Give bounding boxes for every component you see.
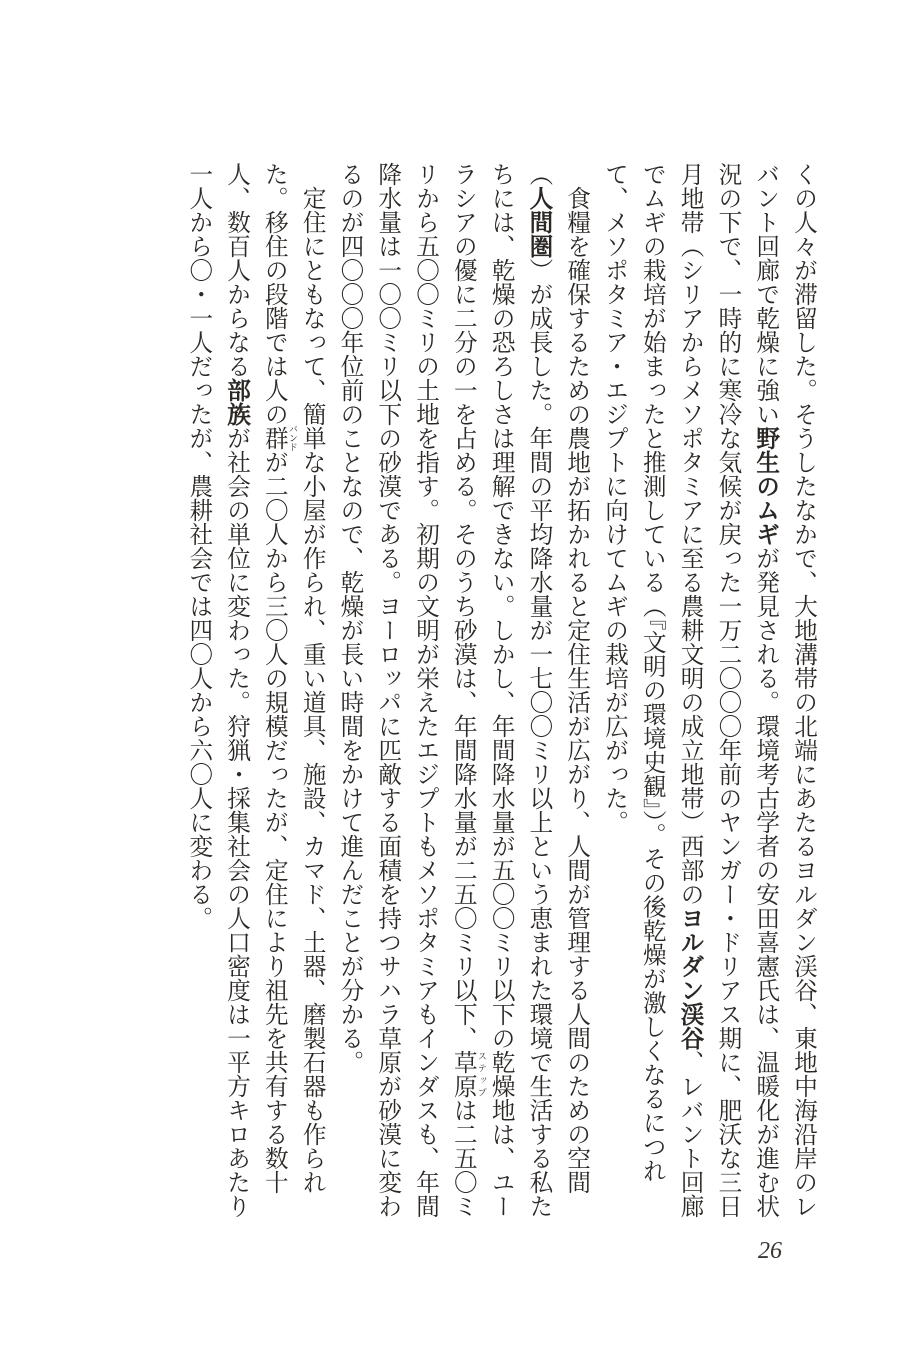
- text-run: 食糧を確保するための農地が拓かれると定住生活が広がり、人間が管理する人間のための空間（: [525, 162, 592, 1194]
- page-number: 26: [758, 1238, 782, 1264]
- paragraph: [331, 162, 596, 1224]
- body-text: [179, 162, 822, 1224]
- text-run: は二五〇ミリから五〇〇ミリの土地を指す。初期の文明が栄えたエジプトもメソポタミアもインダスも、年間降水量は一〇〇ミリ以下の砂漠である。ヨーロッパに匹敵する面積を持つサハラ草原が砂漠に変わるのが四〇〇〇年位前のことなので、乾燥が長い時間をかけて進んだことが分かる。: [336, 162, 478, 1218]
- text-run: くの人々が滞留した。そうしたなかで、大地溝帯の北端にあたるヨルダン渓谷、東地中海沿岸のレバント回廊で乾燥に強い: [752, 162, 818, 1218]
- bold-term: ヨルダン渓谷: [676, 906, 705, 1050]
- ruby-word: [260, 424, 297, 452]
- text-run: ）が成長した。年間の平均降水量が一七〇〇ミリ以上という恵まれた環境で生活する私たちには、乾燥の恐ろしさは理解できない。しかし、年間降水量が五〇〇ミリ以下の乾燥地は、ユーラシアの優に二分の一を占める。そのうち砂漠は、年間降水量が二五〇ミリ以下、: [449, 162, 554, 1218]
- bold-term: 部族: [223, 378, 252, 426]
- text-run: 定住にともなって、簡単な小屋が作られ、重い道具、施設、カマド、土器、磨製石器も作られた。移住の段階では人の: [260, 162, 327, 1194]
- ruby-word: [449, 1050, 486, 1098]
- bold-term: 野生のムギ: [752, 426, 781, 546]
- text-run: が発見される。環境考古学者の安田喜憲氏は、温暖化が進む状況の下で、一時的に寒冷な気候が戻った一万二〇〇〇年前のヤンガー・ドリアス期に、肥沃な三日月地帯（シリアからメソポタミアに至る農耕文明の成立地帯）西部の: [676, 162, 781, 1218]
- bold-term: 人間圏: [525, 186, 554, 258]
- ruby-reading: バンド: [286, 424, 297, 452]
- ruby-base: 群: [260, 424, 289, 452]
- ruby-reading: ステップ: [475, 1050, 486, 1098]
- paragraph: [595, 162, 822, 1224]
- paragraph: [179, 162, 330, 1224]
- text-run: 、レバント回廊でムギの栽培が始まったと推測している（『文明の環境史観』）。その後乾燥が激しくなるにつれて、メソポタミア・エジプトに向けてムギの栽培が広がった。: [601, 162, 705, 1218]
- text-run: が二〇人から三〇人の規模だったが、定住により祖先を共有する数十人、数百人からなる: [223, 162, 289, 1194]
- text-run: が社会の単位に変わった。狩猟・採集社会の人口密度は一平方キロあたり一人から〇・一人だったが、農耕社会では四〇人から六〇人に変わる。: [185, 162, 252, 1218]
- ruby-base: 草原: [449, 1050, 478, 1098]
